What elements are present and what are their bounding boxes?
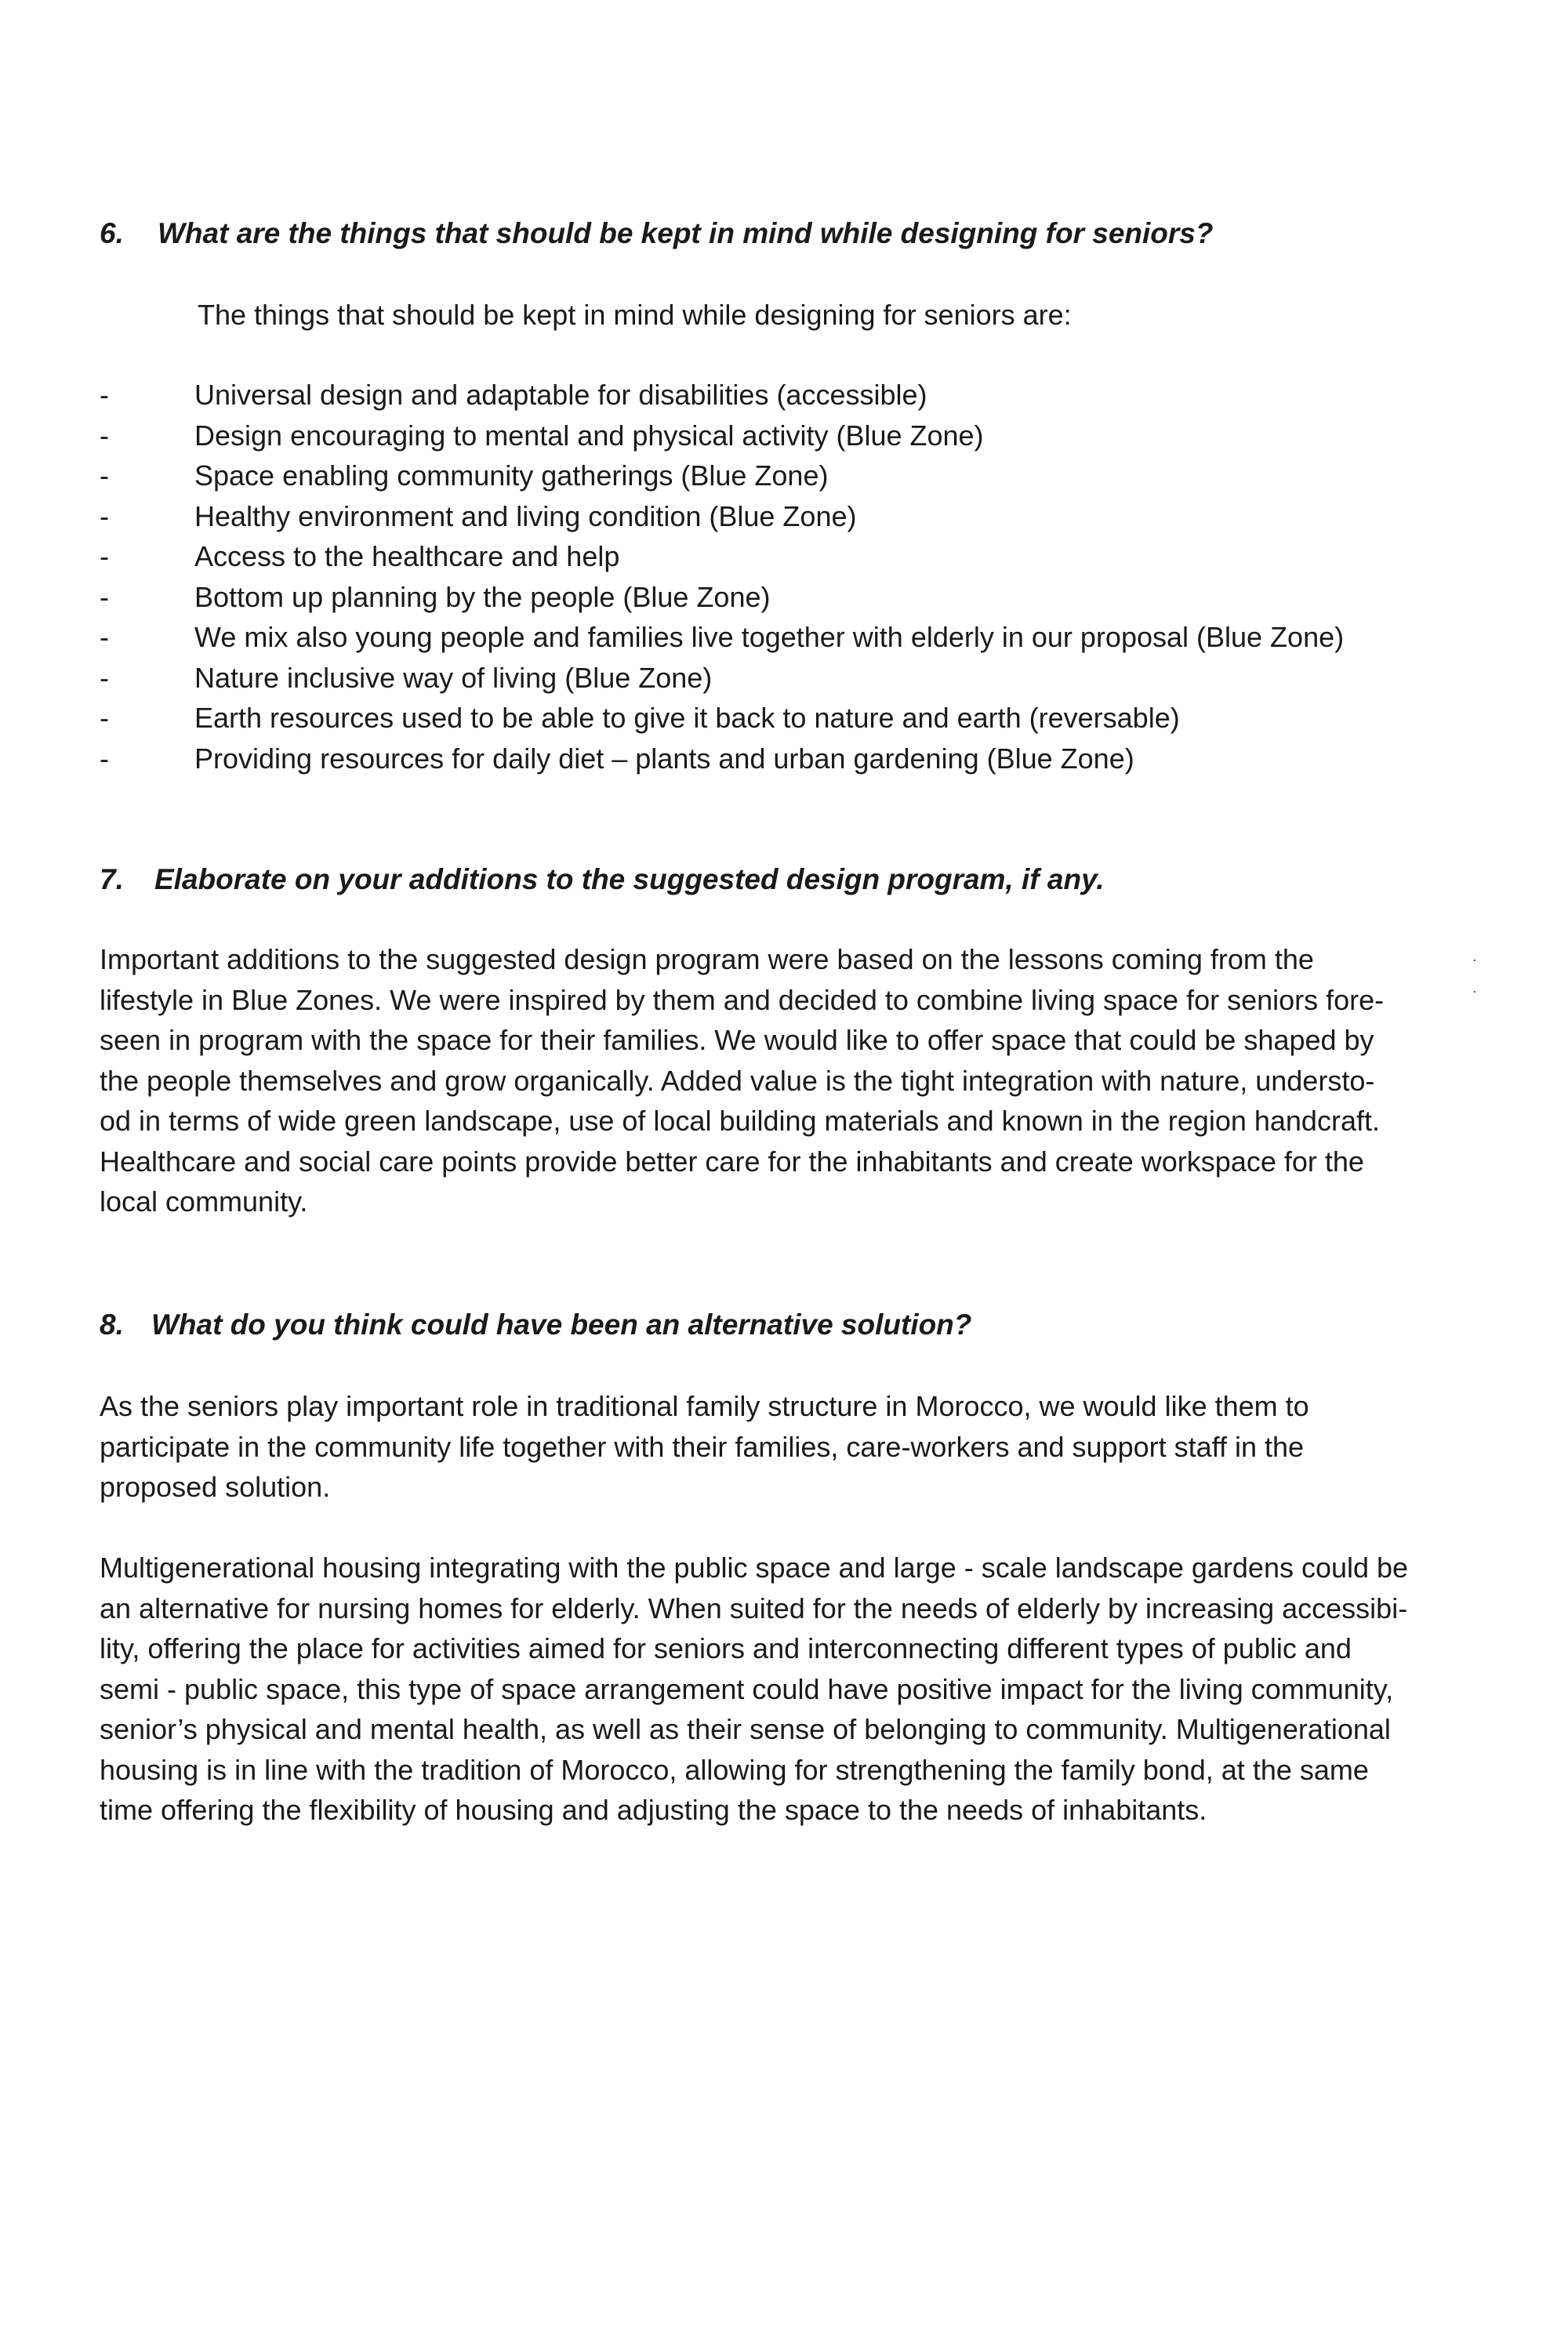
list-bullet: - <box>100 459 109 492</box>
question-8-heading <box>100 1305 971 1345</box>
list-bullet: - <box>100 742 109 775</box>
margin-mark: . <box>1472 979 1477 996</box>
paragraph-line: the people themselves and grow organically. Added value is the tight integration with nature, understo- <box>100 1064 1375 1097</box>
list-item-text: Providing resources for daily diet – plants and urban gardening (Blue Zone) <box>194 742 1134 775</box>
list-item-text: Earth resources used to be able to give it back to nature and earth (reversable) <box>194 702 1180 734</box>
list-bullet: - <box>100 379 109 411</box>
question-8-paragraph-2 <box>100 1548 1464 1831</box>
paragraph-line: proposed solution. <box>100 1471 331 1503</box>
question-7-number: 7. <box>100 863 124 895</box>
list-bullet: - <box>100 702 109 734</box>
paragraph-line: seen in program with the space for their families. We would like to offer space that could be shaped by <box>100 1024 1374 1056</box>
question-8-paragraph-1 <box>100 1386 1464 1508</box>
list-item-text: Healthy environment and living condition (Blue Zone) <box>194 499 857 532</box>
question-7-answer <box>100 939 1464 1222</box>
question-8-title: What do you think could have been an alternative solution? <box>151 1308 972 1341</box>
list-item <box>100 739 1344 779</box>
question-6-heading <box>100 213 1213 254</box>
list-bullet: - <box>100 419 109 452</box>
question-6-title: What are the things that should be kept in mind while designing for seniors? <box>158 217 1214 249</box>
paragraph-line: participate in the community life together with their families, care-workers and support staff in the <box>100 1430 1305 1463</box>
paragraph-line: As the seniors play important role in traditional family structure in Morocco, we would like them to <box>100 1390 1309 1422</box>
list-item-text: Universal design and adaptable for disabilities (accessible) <box>194 379 927 411</box>
list-bullet: - <box>100 499 109 532</box>
paragraph-line: semi - public space, this type of space arrangement could have positive impact for the living community, <box>100 1672 1394 1705</box>
question-8-number: 8. <box>100 1308 124 1341</box>
list-bullet: - <box>100 621 109 653</box>
list-bullet: - <box>100 580 109 613</box>
paragraph-line: Multigenerational housing integrating with the public space and large - scale landscape gardens could be <box>100 1552 1409 1584</box>
paragraph-line: local community. <box>100 1185 308 1218</box>
list-item-text: Space enabling community gatherings (Blue Zone) <box>194 459 829 492</box>
paragraph-line: lifestyle in Blue Zones. We were inspired by them and decided to combine living space for seniors fore- <box>100 983 1385 1016</box>
list-item <box>100 617 1344 658</box>
list-item <box>100 658 1344 699</box>
list-item-text: Nature inclusive way of living (Blue Zone) <box>194 661 713 694</box>
list-bullet: - <box>100 540 109 572</box>
list-item <box>100 536 1344 577</box>
question-7-heading <box>100 859 1105 900</box>
margin-mark: . <box>1472 948 1477 965</box>
list-item-text: Access to the healthcare and help <box>194 540 620 572</box>
paragraph-line: senior’s physical and mental health, as well as their sense of belonging to community. Multigenerational <box>100 1713 1391 1745</box>
list-item <box>100 698 1344 739</box>
list-item <box>100 375 1344 416</box>
list-item <box>100 577 1344 618</box>
paragraph-line: Important additions to the suggested design program were based on the lessons coming from the <box>100 943 1314 975</box>
paragraph-line: od in terms of wide green landscape, use of local building materials and known in the region handcraft. <box>100 1105 1380 1137</box>
list-item <box>100 456 1344 496</box>
question-6-intro: The things that should be kept in mind while designing for seniors are: <box>198 299 1072 331</box>
list-item-text: Design encouraging to mental and physical activity (Blue Zone) <box>194 419 984 452</box>
list-item <box>100 496 1344 537</box>
paragraph-line: time offering the flexibility of housing and adjusting the space to the needs of inhabitants. <box>100 1794 1207 1826</box>
paragraph-line: housing is in line with the tradition of Morocco, allowing for strengthening the family bond, at the same <box>100 1753 1369 1786</box>
paragraph-line: an alternative for nursing homes for elderly. When suited for the needs of elderly by increasing accessibi- <box>100 1592 1408 1624</box>
paragraph-line: lity, offering the place for activities aimed for seniors and interconnecting different types of public and <box>100 1632 1352 1664</box>
question-6-number: 6. <box>100 217 124 249</box>
list-item-text: We mix also young people and families live together with elderly in our proposal (Blue Zone) <box>194 621 1345 653</box>
paragraph-line: Healthcare and social care points provide better care for the inhabitants and create workspace for the <box>100 1145 1364 1178</box>
list-item-text: Bottom up planning by the people (Blue Zone) <box>194 580 771 613</box>
list-item <box>100 416 1344 456</box>
list-bullet: - <box>100 661 109 694</box>
question-6-list <box>100 375 1344 779</box>
question-7-title: Elaborate on your additions to the suggested design program, if any. <box>154 863 1105 895</box>
